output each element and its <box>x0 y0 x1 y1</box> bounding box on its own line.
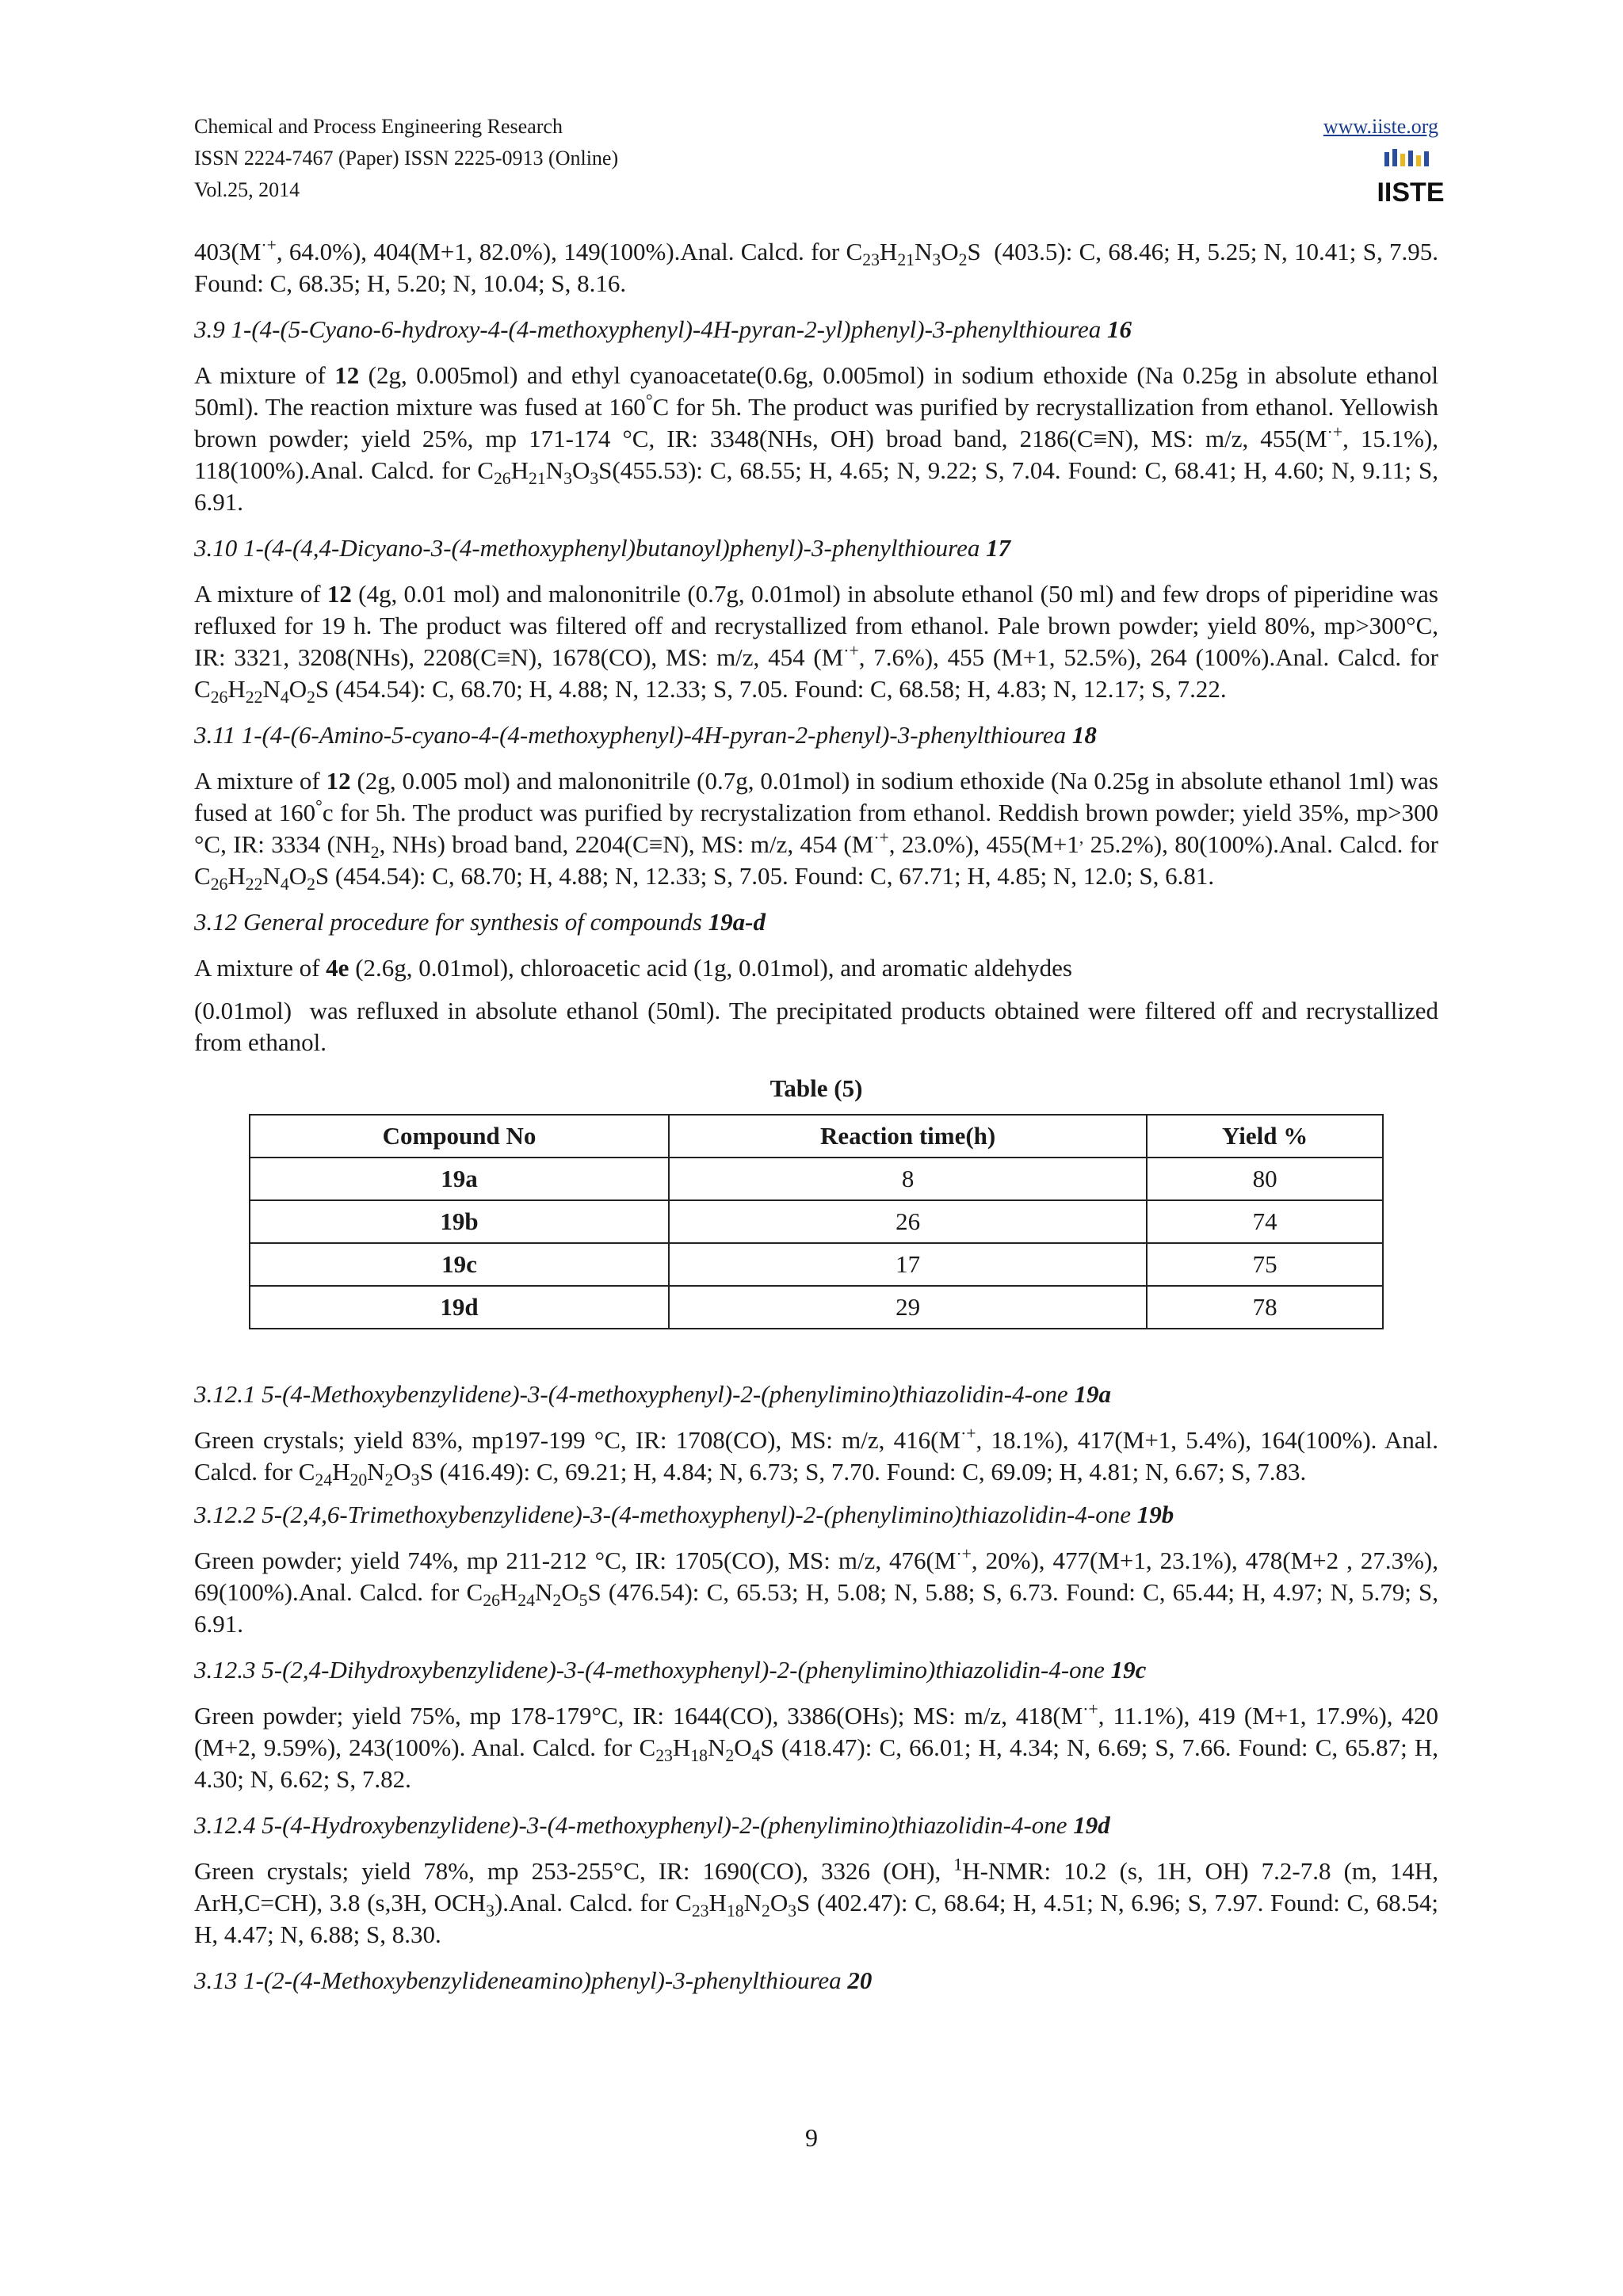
section-heading: 3.12.2 5-(2,4,6-Trimethoxybenzylidene)-3-(4-methoxyphenyl)-2-(phenylimino)thiazolidin-4-one 19b <box>194 1501 1174 1528</box>
section-heading: 3.12 General procedure for synthesis of compounds 19a-d <box>194 908 766 936</box>
section-heading: 3.12.1 5-(4-Methoxybenzylidene)-3-(4-methoxyphenyl)-2-(phenylimino)thiazolidin-4-one 19a <box>194 1380 1111 1408</box>
section-heading: 3.13 1-(2-(4-Methoxybenzylideneamino)phenyl)-3-phenylthiourea 20 <box>194 1966 873 1994</box>
table-cell: 75 <box>1147 1243 1383 1286</box>
paragraph: Green powder; yield 74%, mp 211-212 °C, IR: 1705(CO), MS: m/z, 476(M·+, 20%), 477(M+1, 23.1%), 478(M+2 , 27.3%), 69(100%).Anal. Calcd. for $C_{26}H_{24}N_2O_5S$ (476.54): C, 65.53; H, 5.08; N, 5.88; S, 6.73. Found: C, 65.44; H, 4.97; N, 5.79; S, 6.91. <box>194 1544 1439 1638</box>
column-header: Yield % <box>1147 1115 1383 1158</box>
table-row <box>250 1158 1383 1200</box>
column-header: Compound No <box>250 1115 669 1158</box>
table-row <box>250 1200 1383 1243</box>
table-cell: 78 <box>1147 1286 1383 1329</box>
table-row <box>250 1286 1383 1329</box>
column-header: Reaction time(h) <box>669 1115 1147 1158</box>
table-cell: 26 <box>669 1200 1147 1243</box>
journal-issn: ISSN 2224-7467 (Paper) ISSN 2225-0913 (Online) <box>194 147 619 170</box>
table-cell: 19a <box>250 1158 669 1200</box>
paragraph: A mixture of 12 (4g, 0.01 mol) and malononitrile (0.7g, 0.01mol) in absolute ethanol (50 ml) and few drops of piperidine was refluxed for 19 h. The product was filtered off and recrystallized from ethanol. Pale brown powder; yield 80%, mp>300°C, IR: 3321, 3208(NHs), 2208(C≡N), 1678(CO), MS: m/z, 454 (M·+, 7.6%), 455 (M+1, 52.5%), 264 (100%).Anal. Calcd. for $C_{26}H_{22}N_4O_2S$ (454.54): C, 68.70; H, 4.88; N, 12.33; S, 7.05. Found: C, 68.58; H, 4.83; N, 12.17; S, 7.22. <box>194 580 1439 707</box>
paragraph: Green powder; yield 75%, mp 178-179°C, IR: 1644(CO), 3386(OHs); MS: m/z, 418(M·+, 11.1%), 419 (M+1, 17.9%), 420 (M+2, 9.59%), 243(100%). Anal. Calcd. for $C_{23}H_{18}N_2O_4S$ (418.47): C, 66.01; H, 4.34; N, 6.69; S, 7.66. Found: C, 65.87; H, 4.30; N, 6.62; S, 7.82. <box>194 1699 1438 1793</box>
yield-table <box>249 1114 1384 1329</box>
article-body <box>194 236 1438 2011</box>
journal-volume: Vol.25, 2014 <box>194 178 300 201</box>
page-header <box>194 111 1445 208</box>
section-heading: 3.10 1-(4-(4,4-Dicyano-3-(4-methoxyphenyl)butanoyl)phenyl)-3-phenylthiourea 17 <box>194 534 1011 562</box>
table-cell: 74 <box>1147 1200 1383 1243</box>
journal-url-link[interactable]: www.iiste.org <box>1323 115 1438 138</box>
section-heading: 3.12.3 5-(2,4-Dihydroxybenzylidene)-3-(4-methoxyphenyl)-2-(phenylimino)thiazolidin-4-one 19c <box>194 1656 1147 1684</box>
svg-text:IISTE: IISTE <box>1377 177 1445 208</box>
paragraph: Green crystals; yield 78%, mp 253-255°C, IR: 1690(CO), 3326 (OH), $^1$H-NMR: 10.2 (s, 1H, OH) 7.2-7.8 (m, 14H, ArH,C=CH), 3.8 (s,3H, $OCH_3).Anal$. Calcd. for $C_{23}H_{18}N_2O_3S$ (402.47): C, 68.64; H, 4.51; N, 6.96; S, 7.97. Found: C, 68.54; H, 4.47; N, 6.88; S, 8.30. <box>194 1855 1438 1948</box>
table-cell: 17 <box>669 1243 1147 1286</box>
table-row <box>250 1243 1383 1286</box>
journal-title: Chemical and Process Engineering Research <box>194 115 563 138</box>
paragraph: Green crystals; yield 83%, mp197-199 °C, IR: 1708(CO), MS: m/z, 416(M·+, 18.1%), 417(M+1, 5.4%), 164(100%). Anal. Calcd. for $C_{24}H_{20}N_2O_3S$ (416.49): C, 69.21; H, 4.84; N, 6.73; S, 7.70. Found: C, 69.09; H, 4.81; N, 6.67; S, 7.83. <box>194 1424 1438 1490</box>
paragraph: A mixture of 4e (2.6g, 0.01mol), chloroacetic acid (1g, 0.01mol), and aromatic aldehydes <box>194 954 1072 982</box>
section-heading: 3.12.4 5-(4-Hydroxybenzylidene)-3-(4-methoxyphenyl)-2-(phenylimino)thiazolidin-4-one 19d <box>194 1811 1110 1839</box>
section-heading: 3.11 1-(4-(6-Amino-5-cyano-4-(4-methoxyphenyl)-4H-pyran-2-phenyl)-3-phenylthiourea 18 <box>194 721 1097 749</box>
paragraph: (0.01mol) was refluxed in absolute ethanol (50ml). The precipitated products obtained were filtered off and recrystallized from ethanol. <box>194 997 1438 1056</box>
page-number: 9 <box>805 2123 818 2152</box>
table-cell: 19b <box>250 1200 669 1243</box>
section-heading: 3.9 1-(4-(5-Cyano-6-hydroxy-4-(4-methoxyphenyl)-4H-pyran-2-yl)phenyl)-3-phenylthiourea 16 <box>194 315 1132 343</box>
table-cell: 80 <box>1147 1158 1383 1200</box>
paragraph: A mixture of 12 (2g, 0.005mol) and ethyl cyanoacetate(0.6g, 0.005mol) in sodium ethoxide (Na 0.25g in absolute ethanol 50ml). The reaction mixture was fused at 160°C for 5h. The product was purified by recrystallization from ethanol. Yellowish brown powder; yield 25%, mp 171-174 °C, IR: 3348(NHs, OH) broad band, 2186(C≡N), MS: m/z, 455(M·+, 15.1%), 118(100%).Anal. Calcd. for $C_{26}H_{21}N_3O_3S(455.53)$: C, 68.55; H, 4.65; N, 9.22; S, 7.04. Found: C, 68.41; H, 4.60; N, 9.11; S, 6.91. <box>194 361 1439 516</box>
table-header-row <box>250 1115 1383 1158</box>
table-cell: 8 <box>669 1158 1147 1200</box>
table-cell: 29 <box>669 1286 1147 1329</box>
iiste-logo <box>1377 149 1445 208</box>
table-cell: 19c <box>250 1243 669 1286</box>
paragraph: A mixture of 12 (2g, 0.005 mol) and malononitrile (0.7g, 0.01mol) in sodium ethoxide (Na 0.25g in absolute ethanol 1ml) was fused at 160°c for 5h. The product was purified by recrystalization from ethanol. Reddish brown powder; yield 35%, mp>300 °C, IR: 3334 ($NH_2$, NHs) broad band, 2204(C≡N), MS: m/z, 454 (M·+, 23.0%), 455(M+1, 25.2%), 80(100%).Anal. Calcd. for $C_{26}H_{22}N_4O_2S$ (454.54): C, 68.70; H, 4.88; N, 12.33; S, 7.05. Found: C, 67.71; H, 4.85; N, 12.0; S, 6.81. <box>194 767 1439 894</box>
table-cell: 19d <box>250 1286 669 1329</box>
paragraph: 403(M·+, 64.0%), 404(M+1, 82.0%), 149(100%).Anal. Calcd. for $C_{23}H_{21}N_3O_2S$ (403.5): C, 68.46; H, 5.25; N, 10.41; S, 7.95. Found: C, 68.35; H, 5.20; N, 10.04; S, 8.16. <box>194 235 1439 297</box>
table-caption: Table (5) <box>769 1074 863 1102</box>
